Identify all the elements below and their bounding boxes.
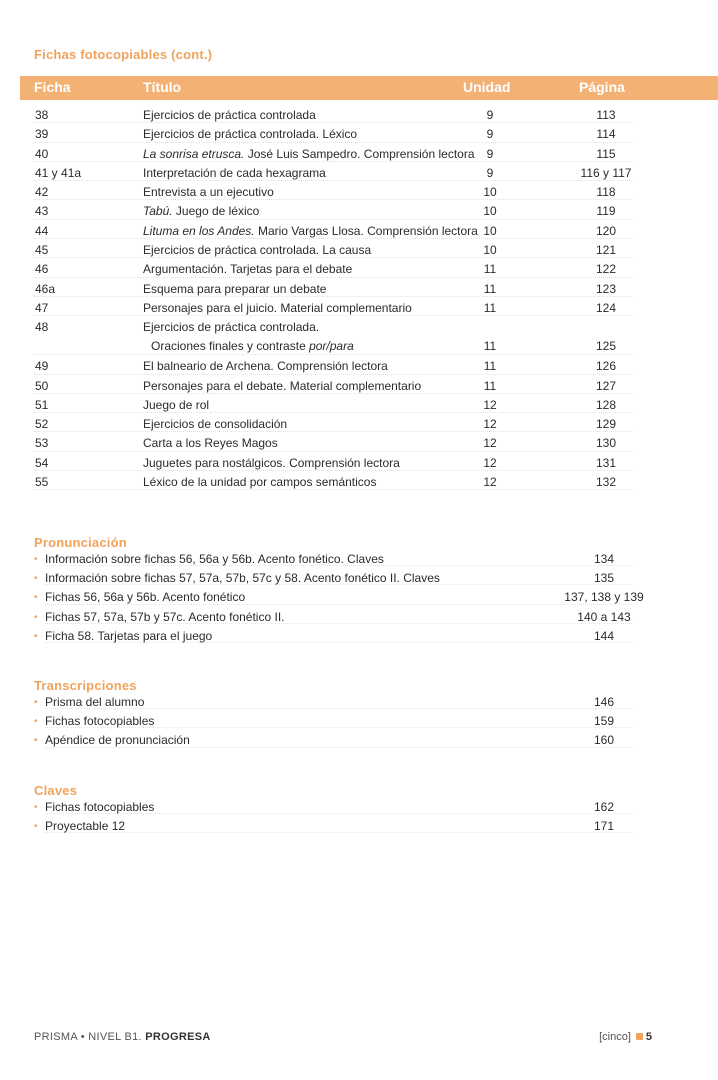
- cell-unidad: 10: [483, 223, 497, 238]
- cell-unidad: 11: [483, 378, 497, 393]
- cell-pagina: 128: [595, 397, 617, 412]
- cell-unidad: 12: [483, 397, 497, 412]
- item-page: 159: [593, 714, 615, 729]
- cell-pagina: 121: [595, 243, 617, 258]
- bullet-icon: •: [34, 697, 38, 708]
- table-row: [0, 299, 718, 318]
- cell-pagina: 127: [595, 378, 617, 393]
- cell-titulo: [143, 106, 316, 125]
- item-label: Fichas fotocopiables: [45, 714, 155, 729]
- bullet-icon: •: [34, 821, 38, 833]
- cell-ficha: 41 y 41a: [35, 165, 82, 180]
- orange-square-icon: [636, 1033, 643, 1040]
- titulo-text: Personajes para el juicio. Material complementario: [143, 300, 412, 315]
- cell-pagina: 114: [596, 127, 616, 142]
- transcripciones-list: [0, 693, 718, 751]
- cell-pagina: 113: [596, 108, 616, 122]
- dotted-leader: [34, 412, 634, 413]
- footer-page: [599, 1031, 652, 1043]
- bullet-icon: •: [34, 630, 38, 642]
- cell-unidad: 11: [483, 359, 497, 374]
- titulo-text: Esquema para preparar un debate: [143, 281, 327, 296]
- bullet-icon: •: [34, 716, 38, 728]
- list-item: [0, 550, 718, 569]
- cell-pagina: 119: [596, 204, 616, 219]
- titulo-text: Entrevista a un ejecutivo: [143, 185, 274, 200]
- dotted-leader: [34, 199, 634, 200]
- table-row: [0, 145, 718, 164]
- cell-ficha: 43: [35, 204, 49, 219]
- fichas-table-body: [0, 106, 718, 492]
- bullet-icon: •: [34, 802, 38, 813]
- titulo-text: Personajes para el debate. Material complementario: [143, 378, 422, 393]
- list-item: [0, 588, 718, 607]
- table-row: [0, 125, 718, 144]
- cell-unidad: 11: [483, 339, 497, 354]
- cell-titulo: [143, 222, 478, 241]
- list-item: [0, 608, 718, 627]
- item-label: Prisma del alumno: [45, 695, 145, 709]
- table-row: [0, 415, 718, 434]
- footer-separator: •: [80, 1031, 85, 1043]
- list-item: [0, 693, 718, 712]
- table-row: [0, 377, 718, 396]
- item-label: Información sobre fichas 57, 57a, 57b, 57c y 58. Acento fonético II. Claves: [45, 571, 440, 586]
- cell-pagina: 129: [595, 417, 617, 432]
- cell-ficha: 39: [35, 127, 49, 142]
- cell-ficha: 54: [35, 455, 49, 470]
- cell-pagina: 120: [595, 223, 617, 238]
- claves-section-title: Claves: [34, 783, 78, 798]
- titulo-text: Mario Vargas Llosa. Comprensión lectora: [254, 223, 478, 238]
- table-row: [0, 434, 718, 453]
- table-row: [0, 357, 718, 376]
- cell-titulo: [143, 280, 326, 299]
- cell-titulo: [143, 183, 274, 202]
- cell-ficha: 40: [35, 146, 49, 161]
- cell-unidad: 12: [483, 455, 497, 470]
- item-label: Proyectable 12: [45, 819, 126, 834]
- titulo-text: Carta a los Reyes Magos: [143, 436, 278, 451]
- cell-unidad: 12: [483, 475, 497, 490]
- cell-ficha: 45: [35, 243, 49, 258]
- item-page: 146: [593, 695, 615, 709]
- titulo-text: Interpretación de cada hexagrama: [143, 165, 326, 180]
- bullet-icon: •: [34, 592, 38, 604]
- cell-unidad: 10: [483, 243, 497, 258]
- dotted-leader: [34, 296, 634, 297]
- table-row: [0, 280, 718, 299]
- cell-titulo: [143, 377, 421, 396]
- cell-unidad: 10: [483, 185, 497, 200]
- cell-unidad: 11: [483, 262, 497, 277]
- table-header: [20, 76, 718, 100]
- header-ficha: Ficha: [34, 79, 71, 95]
- cell-ficha: 53: [35, 436, 49, 451]
- item-page: 162: [593, 800, 615, 814]
- dotted-leader: [34, 431, 634, 432]
- cell-pagina: 124: [595, 300, 617, 315]
- item-page: 135: [593, 571, 615, 586]
- fichas-section-title: Fichas fotocopiables (cont.): [34, 47, 213, 62]
- titulo-text: Léxico de la unidad por campos semánticos: [143, 475, 377, 490]
- cell-pagina: 122: [595, 262, 617, 277]
- cell-ficha: 48: [35, 320, 49, 335]
- table-row: [0, 183, 718, 202]
- item-page: 160: [593, 733, 615, 748]
- header-pagina: Página: [579, 79, 625, 95]
- bullet-icon: •: [34, 735, 38, 747]
- bullet-icon: •: [34, 573, 38, 585]
- cell-titulo: [143, 396, 209, 415]
- footer-page-number: 5: [645, 1031, 652, 1043]
- list-item: [0, 627, 718, 646]
- titulo-text: Argumentación. Tarjetas para el debate: [143, 262, 353, 277]
- item-label: Fichas fotocopiables: [45, 800, 155, 814]
- table-row: [0, 202, 718, 221]
- item-page: 137, 138 y 139: [564, 590, 644, 605]
- list-item: [0, 712, 718, 731]
- cell-pagina: 123: [595, 281, 617, 296]
- cell-titulo: [143, 473, 376, 492]
- cell-ficha: 44: [35, 223, 49, 238]
- cell-unidad: 12: [483, 417, 497, 432]
- dotted-leader: [34, 180, 634, 181]
- dotted-leader: [34, 219, 634, 220]
- list-item: [0, 798, 718, 817]
- titulo-text: Ejercicios de consolidación: [143, 417, 288, 432]
- titulo-italic: Lituma en los Andes.: [143, 223, 255, 238]
- cell-ficha: 51: [35, 397, 49, 412]
- pronunciacion-section-title: Pronunciación: [34, 535, 127, 550]
- titulo-italic: Tabú.: [143, 204, 173, 219]
- cell-ficha: 55: [35, 475, 49, 490]
- cell-pagina: 126: [595, 359, 617, 374]
- cell-pagina: 118: [596, 185, 616, 200]
- titulo-text: Juego de léxico: [172, 204, 260, 219]
- header-unidad: Unidad: [463, 79, 511, 95]
- cell-titulo: [143, 145, 475, 164]
- cell-titulo: [143, 202, 259, 221]
- cell-titulo: [143, 299, 412, 318]
- titulo-text: Ejercicios de práctica controlada. Léxico: [143, 127, 358, 142]
- titulo-text: El balneario de Archena. Comprensión lectora: [143, 359, 388, 374]
- cell-titulo: [143, 260, 352, 279]
- cell-pagina: 115: [596, 146, 616, 161]
- titulo-cont-italic: por/para: [309, 339, 354, 354]
- list-item: [0, 817, 718, 836]
- cell-titulo: [143, 164, 326, 183]
- cell-unidad: 11: [483, 281, 497, 296]
- cell-titulo: [143, 434, 278, 453]
- cell-unidad: 9: [486, 127, 494, 142]
- titulo-text: Ejercicios de práctica controlada.: [143, 320, 320, 335]
- cell-ficha: 50: [35, 378, 49, 393]
- cell-unidad: 12: [483, 436, 497, 451]
- cell-ficha: 46: [35, 262, 49, 277]
- cell-unidad: 10: [483, 204, 497, 219]
- cell-ficha: 47: [35, 300, 49, 315]
- cell-ficha: 42: [35, 185, 49, 200]
- item-label: Información sobre fichas 56, 56a y 56b. Acento fonético. Claves: [45, 552, 384, 566]
- cell-pagina: 130: [595, 436, 617, 451]
- cell-unidad: 9: [486, 108, 494, 122]
- cell-pagina: 132: [595, 475, 617, 490]
- dotted-leader: [45, 832, 634, 833]
- cell-unidad: 9: [486, 165, 494, 180]
- cell-titulo: [143, 318, 354, 354]
- list-item: [0, 731, 718, 750]
- footer-level-name: PROGRESA: [145, 1031, 211, 1043]
- cell-pagina: 116 y 117: [580, 165, 632, 180]
- table-row: [0, 164, 718, 183]
- table-row: [0, 396, 718, 415]
- dotted-leader: [34, 122, 634, 123]
- cell-titulo: [143, 454, 400, 473]
- cell-titulo: [143, 125, 357, 144]
- titulo-text: Ejercicios de práctica controlada: [143, 108, 316, 122]
- item-label: Fichas 57, 57a, 57b y 57c. Acento fonético II.: [45, 609, 285, 624]
- bullet-icon: •: [34, 611, 38, 623]
- cell-ficha: 52: [35, 417, 49, 432]
- titulo-italic: La sonrisa etrusca.: [143, 146, 245, 161]
- claves-list: [0, 798, 718, 836]
- table-row: [0, 106, 718, 125]
- titulo-text: Juego de rol: [143, 397, 210, 412]
- header-titulo: Título: [143, 79, 182, 95]
- pronunciacion-list: [0, 550, 718, 646]
- titulo-cont-text: Oraciones finales y contraste: [151, 339, 310, 354]
- cell-pagina: 131: [595, 455, 617, 470]
- item-page: 134: [593, 552, 615, 566]
- table-row: [0, 260, 718, 279]
- titulo-continuation: [151, 337, 354, 356]
- table-row: [0, 454, 718, 473]
- cell-pagina: 125: [595, 339, 617, 354]
- item-label: Ficha 58. Tarjetas para el juego: [45, 628, 213, 643]
- footer-page-word: [cinco]: [599, 1031, 631, 1043]
- footer-series-name: PRISMA: [34, 1031, 78, 1043]
- cell-titulo: [143, 357, 388, 376]
- footer-series: [34, 1031, 211, 1043]
- titulo-text: José Luis Sampedro. Comprensión lectora: [244, 146, 475, 161]
- item-page: 171: [593, 819, 615, 834]
- titulo-text: Ejercicios de práctica controlada. La causa: [143, 243, 372, 258]
- cell-ficha: 46a: [35, 281, 56, 296]
- transcripciones-section-title: Transcripciones: [34, 678, 137, 693]
- cell-ficha: 49: [35, 359, 49, 374]
- item-page: 144: [593, 628, 615, 643]
- table-row: [0, 241, 718, 260]
- table-row: [0, 222, 718, 241]
- bullet-icon: •: [34, 554, 38, 565]
- cell-titulo: [143, 415, 287, 434]
- item-label: Fichas 56, 56a y 56b. Acento fonético: [45, 590, 246, 605]
- table-row: [0, 318, 718, 357]
- item-label: Apéndice de pronunciación: [45, 733, 190, 748]
- titulo-text: Juguetes para nostálgicos. Comprensión lectora: [143, 455, 400, 470]
- cell-unidad: 9: [486, 146, 494, 161]
- cell-ficha: 38: [35, 108, 49, 122]
- cell-unidad: 11: [483, 300, 497, 315]
- footer-level: NIVEL B1.: [88, 1031, 142, 1043]
- list-item: [0, 569, 718, 588]
- item-page: 140 a 143: [577, 609, 631, 624]
- dotted-leader: [34, 451, 634, 452]
- cell-titulo: [143, 241, 371, 260]
- table-row: [0, 473, 718, 492]
